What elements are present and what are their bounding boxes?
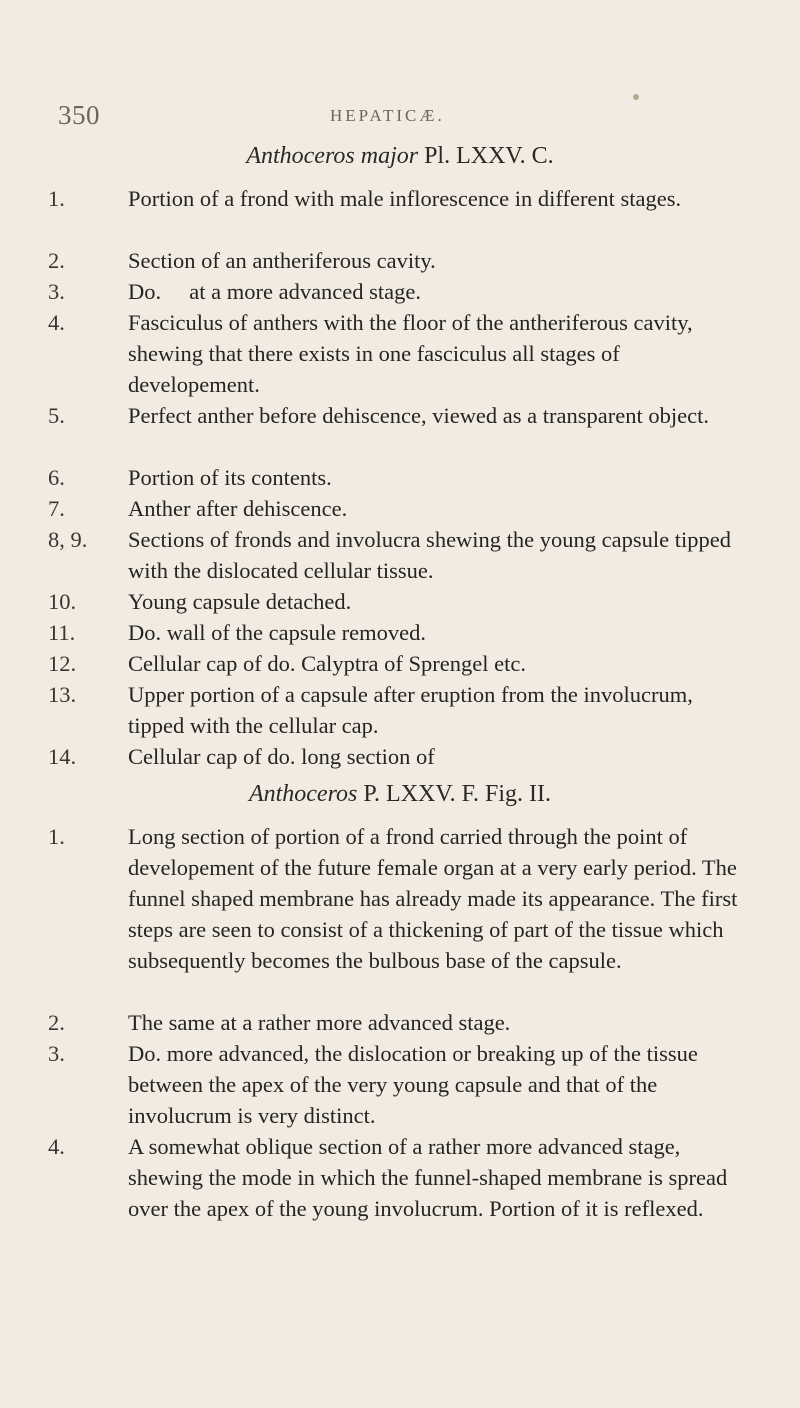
section-title-anthoceros xyxy=(0,781,800,808)
item-text: Upper portion of a capsule after eruption from the involucrum, tipped with the cellular cap. xyxy=(128,682,693,738)
item-text: Cellular cap of do. long section of xyxy=(128,744,435,769)
item-text: Fasciculus of anthers with the floor of the antheriferous cavity, shewing that there exists in one fasciculus all stages of developement. xyxy=(128,310,693,397)
item-number: 2. xyxy=(48,1010,65,1035)
item-number: 12. xyxy=(48,651,77,676)
item-number: 4. xyxy=(48,1134,65,1159)
item-text: Young capsule detached. xyxy=(128,589,352,614)
item-text: Sections of fronds and involucra shewing the young capsule tipped with the dislocated cellular tissue. xyxy=(128,527,731,583)
item-number: 5. xyxy=(48,403,65,428)
item-number: 3. xyxy=(48,1041,65,1066)
paper-stain xyxy=(633,94,639,100)
item-text: A somewhat oblique section of a rather more advanced stage, shewing the mode in which the funnel-shaped membrane is spread over the apex of the young involucrum. Portion of it is reflexed. xyxy=(128,1134,728,1221)
item-number: 2. xyxy=(48,248,65,273)
item-text: Portion of a frond with male inflorescence in different stages. xyxy=(128,186,682,211)
page-number: 350 xyxy=(58,100,100,130)
item-text: Section of an antheriferous cavity. xyxy=(128,248,436,273)
item-number: 7. xyxy=(48,496,65,521)
section-title-anthoceros-major xyxy=(0,143,800,170)
section-title-plate: P. LXXV. F. Fig. II. xyxy=(357,781,552,807)
section-title-italic: Anthoceros major xyxy=(246,143,419,169)
item-text: Anther after dehiscence. xyxy=(128,496,348,521)
item-text: Cellular cap of do. Calyptra of Sprengel etc. xyxy=(128,651,526,676)
item-text: Do. at a more advanced stage. xyxy=(128,279,422,304)
item-text: Do. more advanced, the dislocation or breaking up of the tissue between the apex of the very young capsule and that of the involucrum is very distinct. xyxy=(128,1041,698,1128)
item-number: 1. xyxy=(48,824,65,849)
item-text: Long section of portion of a frond carried through the point of developement of the future female organ at a very early period. The funnel shaped membrane has already made its appearance. The first steps are seen to consist of a thickening of part of the tissue which subsequently becomes the bulbous base of the capsule. xyxy=(128,824,738,973)
item-number: 8, 9. xyxy=(48,527,88,552)
section-title-italic: Anthoceros xyxy=(248,781,358,807)
item-number: 4. xyxy=(48,310,65,335)
section-title-plate: Pl. LXXV. C. xyxy=(418,143,554,169)
item-number: 10. xyxy=(48,589,77,614)
item-number: 13. xyxy=(48,682,77,707)
item-number: 14. xyxy=(48,744,77,769)
item-text: Portion of its contents. xyxy=(128,465,332,490)
item-text: Perfect anther before dehiscence, viewed as a transparent object. xyxy=(128,403,709,428)
item-number: 3. xyxy=(48,279,65,304)
item-number: 1. xyxy=(48,186,65,211)
item-number: 6. xyxy=(48,465,65,490)
running-head: HEPATICÆ. xyxy=(330,106,445,125)
item-text: The same at a rather more advanced stage. xyxy=(128,1010,511,1035)
item-text: Do. wall of the capsule removed. xyxy=(128,620,427,645)
item-number: 11. xyxy=(48,620,76,645)
